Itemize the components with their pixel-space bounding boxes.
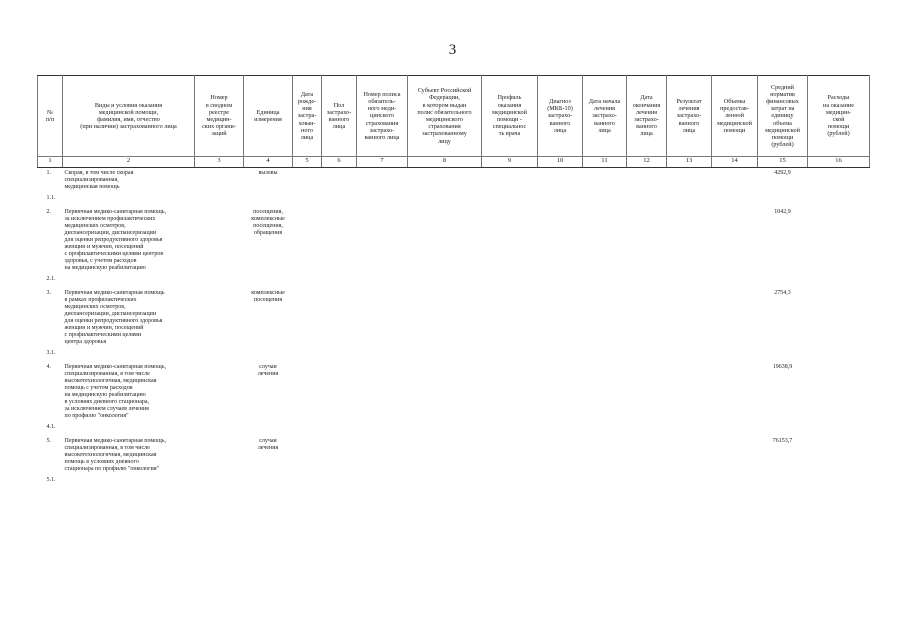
column-header-4: Единица измерения bbox=[244, 76, 293, 157]
table-row bbox=[38, 288, 870, 348]
unit-of-measure bbox=[244, 422, 293, 436]
column-header-16: Расходы на оказание медицин- ской помощи (рублей) bbox=[808, 76, 870, 157]
column-number-13: 13 bbox=[667, 157, 712, 168]
empty-cell bbox=[808, 348, 870, 362]
empty-cell bbox=[712, 475, 758, 489]
empty-cell bbox=[583, 193, 627, 207]
empty-cell bbox=[322, 436, 357, 475]
empty-cell bbox=[293, 475, 322, 489]
service-description: Первичная медико-санитарная помощь, за исключением профилактических медицинских осмотров, диспансеризации, диспансеризации для оценки репродуктивного здоровья женщин и мужчин, посещений с профилактическими целями центров здоровья, с учетом расходов на медицинскую реабилитацию bbox=[64, 209, 167, 271]
services-table bbox=[37, 75, 870, 489]
column-header-5: Дата рожде- ния застра- хован- ного лица bbox=[293, 76, 322, 157]
column-number-6: 6 bbox=[322, 157, 357, 168]
empty-cell bbox=[293, 274, 322, 288]
empty-cell bbox=[583, 362, 627, 422]
empty-cell bbox=[357, 274, 408, 288]
average-cost-norm bbox=[758, 274, 808, 288]
empty-cell bbox=[482, 207, 538, 274]
column-number-3: 3 bbox=[195, 157, 244, 168]
empty-cell bbox=[538, 348, 583, 362]
empty-cell bbox=[627, 207, 667, 274]
empty-cell bbox=[808, 193, 870, 207]
column-header-12: Дата окончания лечения застрахо- ванного лица bbox=[627, 76, 667, 157]
column-header-10: Диагноз (МКБ-10) застрахо- ванного лица bbox=[538, 76, 583, 157]
empty-cell bbox=[627, 436, 667, 475]
empty-cell bbox=[293, 207, 322, 274]
service-description: Первичная медико-санитарная помощь в рамках профилактических медицинских осмотров, диспансеризации, диспансеризации для оценки репродуктивного здоровья женщин и мужчин, посещений с профилактическими целями центра здоровья bbox=[64, 290, 165, 345]
empty-cell bbox=[538, 362, 583, 422]
empty-cell bbox=[293, 422, 322, 436]
service-description bbox=[63, 348, 195, 362]
empty-cell bbox=[408, 475, 482, 489]
empty-cell bbox=[538, 422, 583, 436]
empty-cell bbox=[712, 274, 758, 288]
empty-cell bbox=[712, 422, 758, 436]
table-row bbox=[38, 193, 870, 207]
empty-cell bbox=[408, 274, 482, 288]
empty-cell bbox=[357, 193, 408, 207]
empty-cell bbox=[357, 288, 408, 348]
empty-cell bbox=[712, 207, 758, 274]
empty-cell bbox=[712, 436, 758, 475]
row-number: 4. bbox=[46, 364, 51, 370]
unit-of-measure bbox=[244, 348, 293, 362]
empty-cell bbox=[482, 436, 538, 475]
empty-cell bbox=[322, 422, 357, 436]
table-row bbox=[38, 475, 870, 489]
empty-cell bbox=[808, 207, 870, 274]
table-row bbox=[38, 274, 870, 288]
empty-cell bbox=[538, 168, 583, 194]
empty-cell bbox=[808, 422, 870, 436]
average-cost-norm bbox=[758, 475, 808, 489]
unit-of-measure: случаи лечения bbox=[257, 364, 279, 377]
table-body bbox=[38, 168, 870, 490]
empty-cell bbox=[627, 475, 667, 489]
column-number-2: 2 bbox=[63, 157, 195, 168]
column-header-14: Объемы предостав- ленной медицинской помощи bbox=[712, 76, 758, 157]
table-row bbox=[38, 207, 870, 274]
empty-cell bbox=[538, 274, 583, 288]
empty-cell bbox=[808, 288, 870, 348]
column-number-row bbox=[38, 157, 870, 168]
average-cost-norm: 2754,3 bbox=[774, 290, 791, 296]
empty-cell bbox=[482, 348, 538, 362]
column-header-3: Номер в сводном реестре медицин- ских органи- заций bbox=[195, 76, 244, 157]
empty-cell bbox=[322, 207, 357, 274]
unit-of-measure: вызовы bbox=[258, 170, 278, 176]
empty-cell bbox=[808, 362, 870, 422]
empty-cell bbox=[667, 348, 712, 362]
empty-cell bbox=[482, 475, 538, 489]
empty-cell bbox=[293, 348, 322, 362]
row-number: 5.1. bbox=[46, 477, 56, 483]
empty-cell bbox=[667, 207, 712, 274]
row-number: 4.1. bbox=[46, 424, 56, 430]
average-cost-norm: 4292,9 bbox=[774, 170, 791, 176]
empty-cell bbox=[195, 168, 244, 194]
average-cost-norm: 19638,9 bbox=[772, 364, 793, 370]
empty-cell bbox=[667, 168, 712, 194]
table-row bbox=[38, 436, 870, 475]
column-header-13: Результат лечения застрахо- ванного лица bbox=[667, 76, 712, 157]
empty-cell bbox=[538, 207, 583, 274]
empty-cell bbox=[583, 288, 627, 348]
column-number-14: 14 bbox=[712, 157, 758, 168]
empty-cell bbox=[322, 168, 357, 194]
service-description bbox=[63, 274, 195, 288]
empty-cell bbox=[538, 193, 583, 207]
empty-cell bbox=[583, 436, 627, 475]
column-number-11: 11 bbox=[583, 157, 627, 168]
empty-cell bbox=[627, 362, 667, 422]
empty-cell bbox=[667, 362, 712, 422]
empty-cell bbox=[357, 362, 408, 422]
empty-cell bbox=[712, 168, 758, 194]
average-cost-norm: 1042,9 bbox=[774, 209, 791, 215]
empty-cell bbox=[583, 475, 627, 489]
empty-cell bbox=[357, 348, 408, 362]
empty-cell bbox=[808, 274, 870, 288]
empty-cell bbox=[667, 475, 712, 489]
empty-cell bbox=[627, 348, 667, 362]
column-header-6: Пол застрахо- ванного лица bbox=[322, 76, 357, 157]
header-row bbox=[38, 76, 870, 157]
empty-cell bbox=[808, 168, 870, 194]
empty-cell bbox=[322, 475, 357, 489]
empty-cell bbox=[583, 348, 627, 362]
average-cost-norm: 76153,7 bbox=[772, 438, 793, 444]
row-number: 3. bbox=[46, 290, 51, 296]
empty-cell bbox=[195, 362, 244, 422]
empty-cell bbox=[627, 168, 667, 194]
service-description: Первичная медико-санитарная помощь, специализированная, в том числе высокотехнологичная, медицинская помощь в условиях дневного стационара по профилю "онкология" bbox=[64, 438, 167, 472]
column-number-16: 16 bbox=[808, 157, 870, 168]
empty-cell bbox=[482, 288, 538, 348]
empty-cell bbox=[293, 362, 322, 422]
column-header-11: Дата начала лечения застрахо- ванного лица bbox=[583, 76, 627, 157]
empty-cell bbox=[195, 274, 244, 288]
empty-cell bbox=[195, 207, 244, 274]
column-number-1: 1 bbox=[38, 157, 63, 168]
unit-of-measure: комплексные посещения bbox=[251, 290, 285, 303]
column-header-7: Номер полиса обязатель- ного меди- цинского страхования застрахо- ванного лица bbox=[357, 76, 408, 157]
row-number: 2.1. bbox=[46, 276, 56, 282]
column-header-8: Субъект Российской Федерации, в котором выдан полис обязательного медицинского страхования застрахованному лицу bbox=[408, 76, 482, 157]
empty-cell bbox=[293, 193, 322, 207]
empty-cell bbox=[195, 288, 244, 348]
average-cost-norm bbox=[758, 422, 808, 436]
table-row bbox=[38, 422, 870, 436]
empty-cell bbox=[408, 348, 482, 362]
empty-cell bbox=[408, 193, 482, 207]
row-number: 3.1. bbox=[46, 350, 56, 356]
empty-cell bbox=[808, 475, 870, 489]
row-number: 1.1. bbox=[46, 195, 56, 201]
empty-cell bbox=[538, 436, 583, 475]
empty-cell bbox=[583, 207, 627, 274]
empty-cell bbox=[357, 436, 408, 475]
empty-cell bbox=[667, 288, 712, 348]
row-number: 2. bbox=[46, 209, 51, 215]
column-number-10: 10 bbox=[538, 157, 583, 168]
empty-cell bbox=[712, 362, 758, 422]
empty-cell bbox=[357, 475, 408, 489]
column-header-9: Профиль оказания медицинской помощи - специальнос ть врача bbox=[482, 76, 538, 157]
empty-cell bbox=[322, 348, 357, 362]
empty-cell bbox=[627, 422, 667, 436]
empty-cell bbox=[322, 274, 357, 288]
unit-of-measure bbox=[244, 274, 293, 288]
service-description: Скорая, в том числе скорая специализированная, медицинская помощь bbox=[64, 170, 134, 190]
average-cost-norm bbox=[758, 348, 808, 362]
empty-cell bbox=[712, 288, 758, 348]
column-header-1: № п/п bbox=[38, 76, 63, 157]
service-description bbox=[63, 422, 195, 436]
empty-cell bbox=[195, 348, 244, 362]
empty-cell bbox=[293, 168, 322, 194]
column-number-15: 15 bbox=[758, 157, 808, 168]
table-row bbox=[38, 168, 870, 194]
table-row bbox=[38, 348, 870, 362]
table-row bbox=[38, 362, 870, 422]
average-cost-norm bbox=[758, 193, 808, 207]
empty-cell bbox=[627, 288, 667, 348]
column-number-4: 4 bbox=[244, 157, 293, 168]
column-header-2: Виды и условия оказания медицинской помощи, фамилия, имя, отчество (при наличии) застрахованного лица bbox=[63, 76, 195, 157]
empty-cell bbox=[293, 288, 322, 348]
service-description bbox=[63, 193, 195, 207]
empty-cell bbox=[712, 348, 758, 362]
empty-cell bbox=[538, 288, 583, 348]
empty-cell bbox=[408, 422, 482, 436]
empty-cell bbox=[667, 193, 712, 207]
empty-cell bbox=[667, 436, 712, 475]
column-number-5: 5 bbox=[293, 157, 322, 168]
unit-of-measure: посещения, комплексные посещения, обращения bbox=[251, 209, 285, 236]
empty-cell bbox=[357, 207, 408, 274]
empty-cell bbox=[583, 422, 627, 436]
empty-cell bbox=[627, 193, 667, 207]
service-description: Первичная медико-санитарная помощь, специализированная, в том числе высокотехнологичная, медицинская помощь с учетом расходов на медицинскую реабилитацию в условиях дневного стационара, за исключением случаев лечения по профилю "онкология" bbox=[64, 364, 167, 419]
empty-cell bbox=[408, 168, 482, 194]
empty-cell bbox=[293, 436, 322, 475]
unit-of-measure bbox=[244, 193, 293, 207]
empty-cell bbox=[667, 422, 712, 436]
empty-cell bbox=[482, 168, 538, 194]
empty-cell bbox=[408, 288, 482, 348]
empty-cell bbox=[538, 475, 583, 489]
empty-cell bbox=[482, 422, 538, 436]
empty-cell bbox=[808, 436, 870, 475]
empty-cell bbox=[583, 168, 627, 194]
empty-cell bbox=[322, 362, 357, 422]
empty-cell bbox=[357, 168, 408, 194]
empty-cell bbox=[408, 207, 482, 274]
column-number-7: 7 bbox=[357, 157, 408, 168]
empty-cell bbox=[482, 362, 538, 422]
empty-cell bbox=[667, 274, 712, 288]
row-number: 1. bbox=[46, 170, 51, 176]
column-number-8: 8 bbox=[408, 157, 482, 168]
empty-cell bbox=[482, 274, 538, 288]
column-number-9: 9 bbox=[482, 157, 538, 168]
unit-of-measure: случаи лечения bbox=[257, 438, 279, 451]
empty-cell bbox=[322, 193, 357, 207]
page-number: 3 bbox=[448, 42, 457, 58]
empty-cell bbox=[195, 436, 244, 475]
empty-cell bbox=[195, 193, 244, 207]
empty-cell bbox=[322, 288, 357, 348]
column-header-15: Средний норматив финансовых затрат на единицу объема медицинской помощи (рублей) bbox=[758, 76, 808, 157]
empty-cell bbox=[408, 436, 482, 475]
unit-of-measure bbox=[244, 475, 293, 489]
service-description bbox=[63, 475, 195, 489]
empty-cell bbox=[583, 274, 627, 288]
empty-cell bbox=[712, 193, 758, 207]
empty-cell bbox=[408, 362, 482, 422]
empty-cell bbox=[627, 274, 667, 288]
empty-cell bbox=[195, 422, 244, 436]
empty-cell bbox=[357, 422, 408, 436]
column-number-12: 12 bbox=[627, 157, 667, 168]
empty-cell bbox=[482, 193, 538, 207]
empty-cell bbox=[195, 475, 244, 489]
row-number: 5. bbox=[46, 438, 51, 444]
